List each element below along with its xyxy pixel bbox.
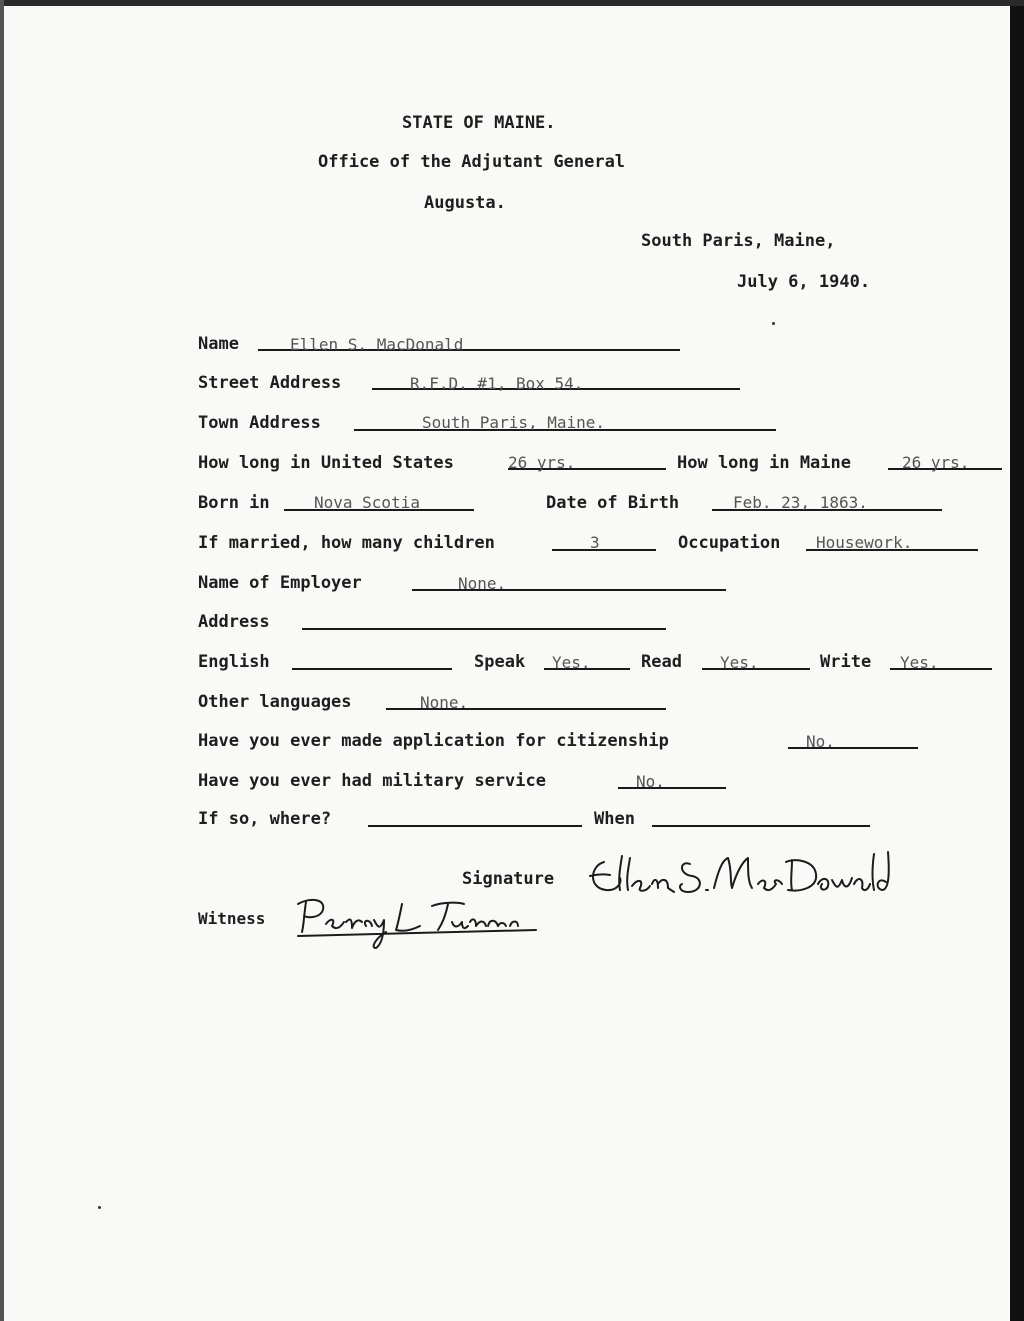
signature-handwriting bbox=[582, 848, 894, 900]
english-line bbox=[292, 668, 452, 670]
address-label: Address bbox=[198, 612, 270, 632]
occupation-label: Occupation bbox=[678, 533, 781, 553]
citizenship-label: Have you ever made application for citizenship bbox=[198, 731, 669, 751]
where-label: If so, where? bbox=[198, 809, 332, 829]
other-languages-value: None. bbox=[420, 693, 469, 712]
witness-label: Witness bbox=[198, 909, 266, 928]
read-label: Read bbox=[641, 652, 682, 672]
when-line bbox=[652, 825, 870, 827]
read-value: Yes. bbox=[720, 653, 759, 672]
witness-handwriting bbox=[292, 892, 542, 950]
born-in-value: Nova Scotia bbox=[314, 493, 420, 512]
other-languages-label: Other languages bbox=[198, 692, 352, 712]
maine-duration-value: 26 yrs. bbox=[902, 453, 970, 472]
town-address-label: Town Address bbox=[198, 413, 321, 433]
write-value: Yes. bbox=[900, 653, 939, 672]
employer-label: Name of Employer bbox=[198, 573, 362, 593]
name-label: Name bbox=[198, 334, 239, 354]
write-label: Write bbox=[820, 652, 872, 672]
scan-edge-top bbox=[0, 0, 1024, 6]
english-label: English bbox=[198, 652, 270, 672]
scan-edge bbox=[1010, 0, 1024, 1321]
town-address-value: South Paris, Maine. bbox=[422, 413, 606, 432]
when-label: When bbox=[594, 809, 635, 829]
header-office: Office of the Adjutant General bbox=[318, 152, 626, 172]
children-label: If married, how many children bbox=[198, 533, 495, 553]
employer-value: None. bbox=[458, 574, 507, 593]
occupation-value: Housework. bbox=[816, 533, 913, 552]
speak-label: Speak bbox=[474, 652, 526, 672]
military-value: No. bbox=[636, 772, 665, 791]
military-line bbox=[618, 787, 726, 789]
header-state: STATE OF MAINE. bbox=[402, 113, 556, 133]
us-duration-label: How long in United States bbox=[198, 453, 454, 473]
street-address-label: Street Address bbox=[198, 373, 342, 393]
speak-value: Yes. bbox=[552, 653, 591, 672]
signature-label: Signature bbox=[462, 869, 555, 889]
ink-speck bbox=[772, 322, 775, 325]
header-city: Augusta. bbox=[424, 193, 506, 213]
name-value: Ellen S. MacDonald bbox=[290, 335, 464, 354]
children-value: 3 bbox=[590, 533, 600, 552]
street-address-value: R.F.D. #1, Box 54. bbox=[410, 374, 584, 393]
us-duration-value: 26 yrs. bbox=[508, 453, 576, 472]
date-of-birth-value: Feb. 23, 1863. bbox=[733, 493, 868, 512]
date-of-birth-label: Date of Birth bbox=[546, 493, 680, 513]
ink-speck bbox=[98, 1206, 101, 1209]
where-line bbox=[368, 825, 582, 827]
address-line bbox=[302, 628, 666, 630]
citizenship-value: No. bbox=[806, 732, 835, 751]
children-line bbox=[552, 549, 656, 551]
maine-duration-label: How long in Maine bbox=[677, 453, 851, 473]
military-label: Have you ever had military service bbox=[198, 771, 546, 791]
header-date: July 6, 1940. bbox=[737, 272, 871, 292]
born-in-label: Born in bbox=[198, 493, 270, 513]
header-place: South Paris, Maine, bbox=[641, 231, 836, 251]
scan-edge-left bbox=[0, 0, 4, 1321]
